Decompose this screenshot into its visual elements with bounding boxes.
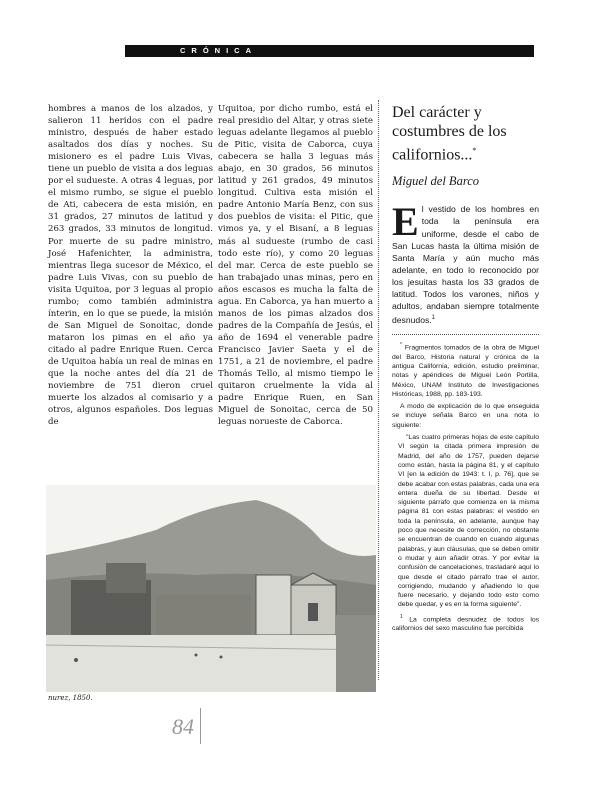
footnote xyxy=(392,433,539,610)
footnote-text: A modo de explicación de lo que enseguida se incluye señala Barco en una nota lo siguiente: xyxy=(392,403,539,429)
footnote-text: La completa desnudez de todos los californios del sexo masculino fue percibida xyxy=(392,615,540,633)
article-body xyxy=(392,199,539,326)
body-column-1: hombres a manos de los alzados, y salieron 11 heridos con el padre ministro, después de haber estado asaltados dos días y noches. Su misionero es el padre Luis Vivas, tiene un pueblo de visita a dos leguas por el sudueste. A otras 4 leguas, por el mismo rumbo, se sigue el pueblo de Ati, cabecera de esta misión, en 31 grados, 27 minutos de latitud y 263 grados, 33 minutos de longitud. Por muerte de su padre ministro, José Hafenichter, la administra, mientras llega sucesor de México, el padre Luis Vivas, con su pueblo de visita Uquitoa, por 3 leguas al propio rumbo; como también administra ínterin, en lo que se puede, la misión de San Miguel de Sonoitac, donde mataron los pimas en el año ya citado al padre Enrique Ruen. Cerca de Uquitoa había un real de minas en que la noche antes del día 21 de noviembre de 751 dieron cruel muerte los alzados al comisario y a otros, algunos españoles. Dos leguas de xyxy=(48,104,213,428)
footnote-mark: 1 xyxy=(400,613,403,620)
footnote xyxy=(392,613,539,634)
page-number-rule xyxy=(200,708,201,744)
drop-cap: E xyxy=(392,199,419,245)
figure-caption: nurez, 1850. xyxy=(48,694,93,702)
footnote-mark: * xyxy=(400,342,402,349)
footnote-text: "Las cuatro primeras hojas de este capítulo VI según la citada primera impresión de Madrid, del año de 1757, pueden dejarse como están, hasta la página 81, y el capítulo VI [en la edición de 1943: t. I, p. 76], que se debe acabar con estas palabras, cada una era entera dueña de su libertad. Desde el siguiente párrafo que comienza en la misma página 81 con estas palabras: el vestido en toda la península, en adelante, aunque hay poco que necesite de corrección, no obstante se encuentran de cuando en cuando algunas palabras, y aun cláusulas, que se deben omitir o mudar y aun añadir otras. Y por evitar la confusión de cancelaciones, trasladaré aquí lo que desde el citado párrafo trae el autor, corrigiendo, mudando y añadiendo lo que fuere necesario, y dejando todo esto como debe quedar, y es en la forma siguiente". xyxy=(398,434,539,609)
article-column xyxy=(392,103,539,637)
page-number: 84 xyxy=(172,714,194,739)
notes-divider xyxy=(392,334,539,335)
body-note-mark: 1 xyxy=(431,315,436,322)
footnote xyxy=(392,341,539,399)
article-title-text: Del carácter y costumbres de los californios... xyxy=(392,104,507,164)
article-author: Miguel del Barco xyxy=(392,174,480,189)
footnote-text: Fragmentos tomados de la obra de Miguel del Barco, Historia natural y crónica de la antigua California, edición, estudio preliminar, notas y apéndices de Miguel León Portilla, México, UNAM Instituto de Investigaciones Históricas, 1988, pp. 183-193. xyxy=(392,344,539,398)
title-note-mark: * xyxy=(472,146,477,155)
mission-illustration xyxy=(46,485,376,692)
article-title xyxy=(392,103,539,164)
article-body-text: l vestido de los hombres en toda la península era uniforme, desde el cabo de San Lucas hasta la última misión de Santa María y aún mucho más adelante, en todo lo reconocido por los jesuitas hasta los 33 grados de latitud. Todos los varones, niños y adultos, andaban siempre totalmente desnudos. xyxy=(392,204,539,326)
column-divider xyxy=(378,100,381,680)
body-column-2: Uquitoa, por dicho rumbo, está el real presidio del Altar, y otras siete leguas adelante llegamos al pueblo de Pitic, visita de Caborca, cuya cabecera se halla 3 leguas más abajo, en 30 grados, 56 minutos latitud y 261 grados, 49 minutos longitud. Cultiva esta misión el padre Antonio María Benz, con sus dos pueblos de visita: el Pitic, que vimos ya, y el Bisaní, a 8 leguas más al sudueste (rumbo de casi todo este río), y como 20 leguas del mar. Cerca de este pueblo se han trabajado unas minas, pero en años escasos es mucha la falta de agua. En Caborca, ya han muerto a manos de los pimas alzados dos padres de la Compañía de Jesús, el año de 1694 el venerable padre Francisco Javier Saeta y el de 1751, a 21 de noviembre, el padre Thomás Tello, al mismo tiempo le quitaron cruelmente la vida al padre Enrique Ruen, en San Miguel de Sonoitac, cerca de 50 leguas norueste de Caborca. xyxy=(218,104,373,428)
footnotes xyxy=(392,341,539,633)
footnote xyxy=(392,402,539,430)
section-label: CRÓNICA xyxy=(180,46,257,55)
